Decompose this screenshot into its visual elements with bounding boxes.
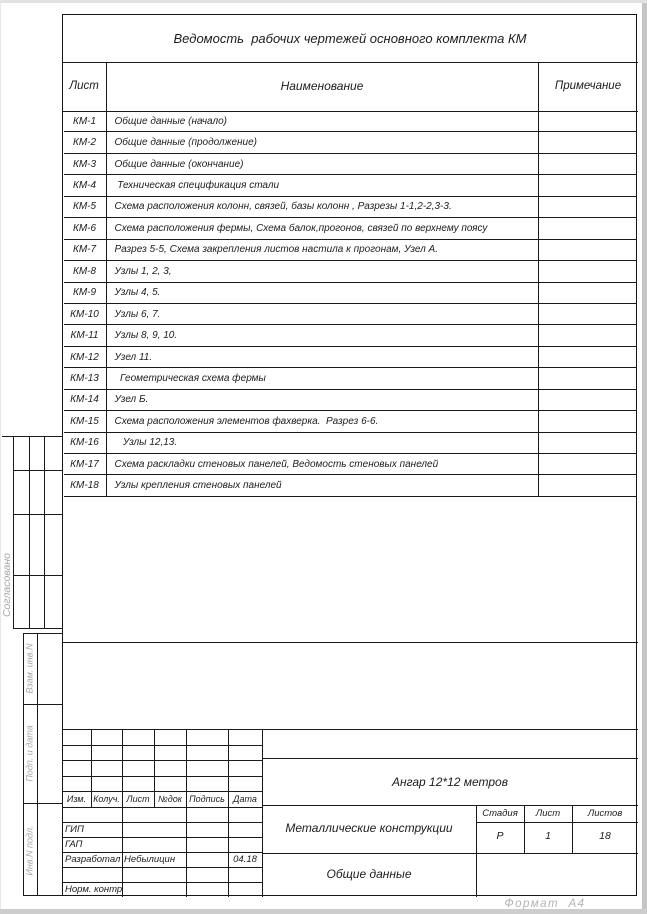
- grid-line-horizontal: [62, 852, 262, 853]
- grid-line-horizontal: [62, 867, 262, 868]
- stage-header-cell: Стадия: [482, 808, 518, 819]
- grid-line-vertical: [538, 62, 539, 497]
- sheet-name-cell: Узлы 6, 7.: [114, 308, 161, 320]
- document-title: Общие данные: [326, 866, 412, 881]
- stage-column: [572, 805, 638, 897]
- grid-line-vertical: [476, 805, 477, 897]
- stage-value-cell: Р: [496, 830, 504, 842]
- sheet-number-cell: КМ-14: [70, 394, 99, 406]
- signature-row: [62, 852, 262, 867]
- grid-line-vertical: [37, 633, 38, 895]
- grid-line-horizontal: [62, 111, 638, 112]
- grid-line-vertical: [91, 729, 92, 807]
- grid-line-horizontal: [62, 642, 638, 643]
- sheet-name-cell: Общие данные (продолжение): [114, 137, 257, 149]
- table-row: [64, 111, 637, 132]
- column-header-note: Примечание: [554, 80, 622, 92]
- sheet-number-cell: КМ-16: [70, 437, 99, 449]
- revision-header-cell: №док: [158, 793, 182, 804]
- sheet-name-cell: Техническая спецификация стали: [114, 180, 280, 192]
- revision-header-cell: Колуч.: [93, 793, 120, 804]
- grid-line-horizontal: [476, 822, 638, 823]
- signature-row: [62, 837, 262, 852]
- table-row: [64, 411, 637, 432]
- table-row: [64, 325, 637, 346]
- signature-role-cell: Норм. контр: [65, 883, 122, 895]
- sheet-name-cell: Узлы 8, 9, 10.: [114, 330, 178, 342]
- column-header-name: Наименование: [280, 79, 364, 93]
- sheet-name-cell: Узлы 4, 5.: [114, 287, 161, 299]
- table-row: [64, 132, 637, 153]
- grid-line-vertical: [154, 729, 155, 807]
- grid-line-horizontal: [23, 633, 62, 634]
- grid-line-horizontal: [13, 470, 62, 471]
- sheet-name-cell: Схема расположения элементов фахверка. Разрез 6-6.: [114, 415, 379, 427]
- sheet-number-cell: КМ-12: [70, 351, 99, 363]
- grid-line-vertical: [262, 729, 263, 897]
- grid-line-vertical: [122, 729, 123, 897]
- signature-row: [62, 882, 262, 897]
- table-row: [64, 175, 637, 196]
- format-label: Формат А4: [504, 898, 586, 910]
- grid-line-horizontal: [2, 436, 62, 437]
- stage-header-cell: Листов: [587, 808, 623, 819]
- table-row: [64, 390, 637, 411]
- grid-line-horizontal: [262, 805, 638, 806]
- table-row: [64, 283, 637, 304]
- table-row: [64, 368, 637, 389]
- signature-row: [62, 807, 262, 822]
- signature-row: [62, 867, 262, 882]
- sheet-number-cell: КМ-9: [72, 287, 97, 299]
- grid-line-horizontal: [13, 628, 62, 629]
- grid-line-horizontal: [13, 575, 62, 576]
- grid-line-horizontal: [23, 895, 62, 896]
- sheet-name-cell: Схема раскладки стеновых панелей, Ведомость стеновых панелей: [114, 458, 439, 470]
- sheet-name-cell: Узел 11.: [114, 351, 153, 363]
- table-row: [64, 347, 637, 368]
- revision-header-cell: Подпись: [189, 793, 225, 804]
- sheet-name-cell: Узлы 12,13.: [114, 437, 178, 449]
- grid-line-vertical: [23, 633, 24, 895]
- revision-header-cell: Изм.: [66, 793, 87, 804]
- table-row: [64, 154, 637, 175]
- stage-header-cell: Лист: [535, 808, 561, 819]
- margin-label-vzam-inv: Взам. инв.N: [24, 643, 35, 694]
- grid-line-horizontal: [62, 882, 262, 883]
- signature-date-cell: 04.18: [233, 853, 257, 865]
- table-row: [64, 218, 637, 239]
- margin-label-podp-data: Подп. и дата: [24, 725, 35, 782]
- project-name: Ангар 12*12 метров: [391, 774, 508, 789]
- approved-label: Согласовано: [1, 552, 13, 618]
- grid-line-horizontal: [62, 729, 638, 730]
- grid-line-horizontal: [262, 853, 638, 854]
- table-row: [64, 197, 637, 218]
- sheet-name-cell: Общие данные (окончание): [114, 158, 244, 170]
- sheet-number-cell: КМ-2: [72, 137, 97, 149]
- sheet-number-cell: КМ-6: [72, 222, 97, 234]
- grid-line-vertical: [228, 729, 229, 897]
- sheet-list-title: Ведомость рабочих чертежей основного комплекта КМ: [173, 31, 527, 46]
- stage-value-cell: 1: [545, 830, 551, 842]
- table-row: [64, 454, 637, 475]
- table-row: [64, 433, 637, 454]
- signature-name-cell: Небылицин: [124, 853, 176, 865]
- table-row: [64, 475, 637, 496]
- sheet-number-cell: КМ-13: [70, 372, 99, 384]
- section-name: Металлические конструкции: [285, 821, 453, 835]
- column-header-sheet: Лист: [69, 80, 99, 92]
- signature-row: [62, 822, 262, 837]
- stage-column: [524, 805, 572, 897]
- grid-line-horizontal: [23, 803, 62, 804]
- sheet-number-cell: КМ-7: [72, 244, 97, 256]
- sheet-number-cell: КМ-11: [70, 330, 99, 342]
- table-row: [64, 240, 637, 261]
- sheet-number-cell: КМ-10: [70, 308, 99, 320]
- sheet-name-cell: Общие данные (начало): [114, 115, 227, 127]
- revision-header-cell: Дата: [233, 793, 257, 804]
- grid-line-horizontal: [62, 822, 262, 823]
- grid-line-vertical: [524, 805, 525, 853]
- sheet-number-cell: КМ-3: [72, 158, 97, 170]
- signature-role-cell: Разработал: [65, 853, 121, 865]
- grid-line-vertical: [572, 805, 573, 853]
- revision-header-cell: Лист: [126, 793, 150, 804]
- grid-line-vertical: [106, 62, 107, 497]
- sheet-name-cell: Разрез 5-5, Схема закрепления листов настила к прогонам, Узел А.: [114, 244, 439, 256]
- sheet-list-body: [64, 111, 637, 497]
- grid-line-horizontal: [62, 807, 262, 808]
- sheet-name-cell: Схема расположения фермы, Схема балок,прогонов, связей по верхнему поясу: [114, 222, 488, 234]
- grid-line-vertical: [186, 729, 187, 897]
- signature-role-cell: ГАП: [65, 838, 83, 850]
- stage-block: [476, 805, 638, 897]
- grid-line-horizontal: [262, 758, 638, 759]
- grid-line-vertical: [44, 436, 45, 628]
- table-row: [64, 304, 637, 325]
- sheet-number-cell: КМ-17: [70, 458, 99, 470]
- sheet-number-cell: КМ-18: [70, 480, 99, 492]
- grid-line-horizontal: [13, 514, 62, 515]
- sheet-name-cell: Геометрическая схема фермы: [114, 372, 266, 384]
- grid-line-horizontal: [62, 837, 262, 838]
- grid-line-vertical: [13, 436, 14, 628]
- grid-line-horizontal: [62, 62, 638, 63]
- sheet-number-cell: КМ-5: [72, 201, 97, 213]
- signature-role-cell: ГИП: [65, 823, 84, 835]
- sheet-name-cell: Узел Б.: [114, 394, 149, 406]
- page-edge-left: [0, 0, 1, 914]
- sheet-number-cell: КМ-4: [72, 180, 97, 192]
- stage-column: [476, 805, 524, 897]
- table-row: [64, 261, 637, 282]
- sheet-number-cell: КМ-8: [72, 265, 97, 277]
- sheet-number-cell: КМ-1: [72, 115, 97, 127]
- grid-line-vertical: [29, 436, 30, 628]
- sheet-name-cell: Узлы 1, 2, 3,: [114, 265, 172, 277]
- sheet-name-cell: Узлы крепления стеновых панелей: [114, 480, 282, 492]
- margin-label-inv-podl: Инв.N подл.: [24, 824, 35, 876]
- sheet-name-cell: Схема расположения колонн, связей, базы колонн , Разрезы 1-1,2-2,3-3.: [114, 201, 452, 213]
- sheet-number-cell: КМ-15: [70, 415, 99, 427]
- page-edge-right: [642, 3, 647, 914]
- stage-value-cell: 18: [599, 830, 611, 842]
- page-edge-top: [0, 0, 647, 3]
- grid-line-horizontal: [23, 704, 62, 705]
